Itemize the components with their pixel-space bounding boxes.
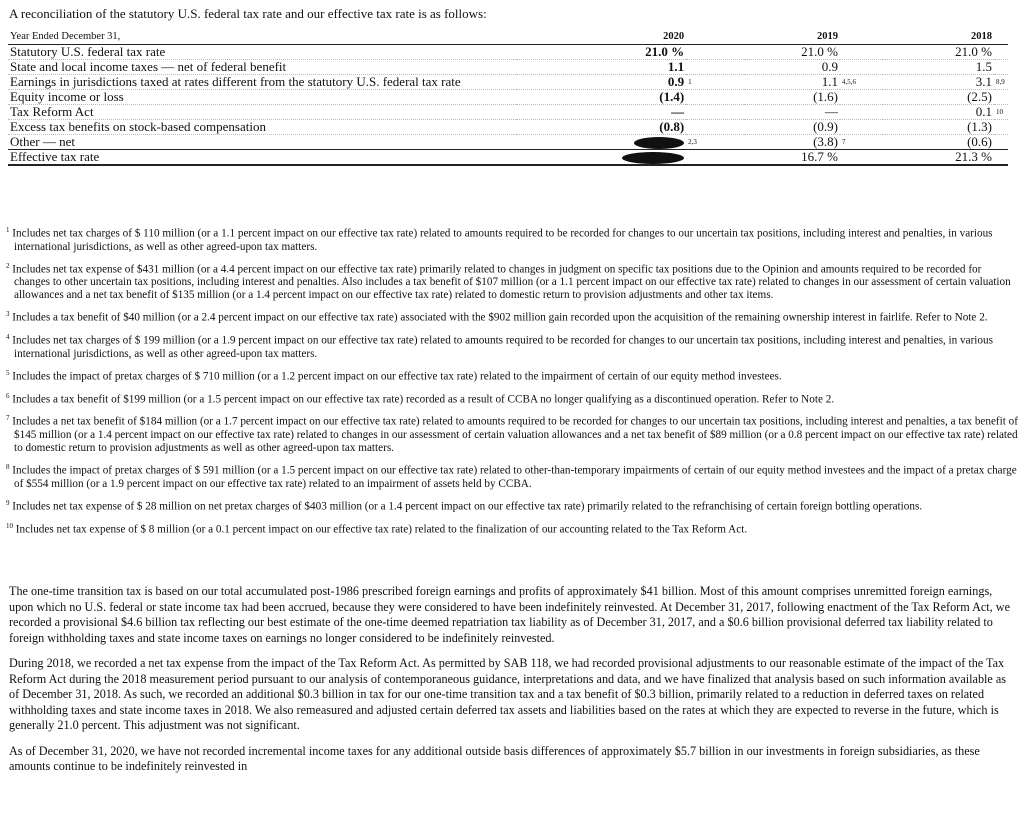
footnote-ref-2020: [686, 150, 743, 166]
row-label: Equity income or loss: [8, 90, 516, 105]
footnote-text: Includes net tax expense of $431 million (or a 4.4 percent impact on our effective tax rate) primarily related to changes in judgment on specific tax positions due to the Opinion and amounts required to be recorded for changes to other uncertain tax positions, including interest and penalties. Also includes a tax benefit of $107 million (or a 1.1 percent impact on our effective tax rate) related to changes in our assessment of certain valuation allowances and a net tax benefit of $135 million (or a 1.4 percent impact on our effective tax rate) related to domestic return to provision adjustments and other tax items.: [12, 263, 1011, 302]
value-2019: (0.9): [744, 120, 840, 135]
footnote-ref-2018: [994, 150, 1008, 166]
value-2020: (1.4): [516, 90, 686, 105]
value-2018: (0.6): [883, 135, 994, 150]
footnote-number: 3: [6, 310, 10, 319]
footnote-ref-2020: 1: [686, 75, 743, 90]
footnote: [6, 224, 1018, 254]
footnote-ref-2018: 8,9: [994, 75, 1008, 90]
paragraph: As of December 31, 2020, we have not recorded incremental income taxes for any additional outside basis differences of approximately $5.7 billion in our investments in foreign subsidiaries, as these amounts continue to be indefinitely reinvested in: [9, 743, 980, 773]
table-row: [8, 45, 1008, 60]
footnote: [6, 260, 1018, 303]
footnote-ref-2019: 4,5,6: [840, 75, 883, 90]
footnote-text: Includes the impact of pretax charges of $ 591 million (or a 1.5 percent impact on our effective tax rate) related to other-than-temporary impairments of certain of our equity method investees and the impact of a pretax charge of $554 million (or a 1.9 percent impact on our effective tax rate) related to an impairment of assets held by CCBA.: [12, 464, 1017, 490]
paragraph: During 2018, we recorded a net tax expense from the impact of the Tax Reform Act. As permitted by SAB 118, we had recorded provisional adjustments to our reasonable estimate of the impact of the Tax Reform Act during the 2018 measurement period pursuant to our analysis of contemporaneous guidance, interpretations and data, and we have finalized that analysis based on such information available as of December 31, 2018. As such, we recorded an additional $0.3 billion in tax for our one-time transition tax and a tax benefit of $0.3 billion, primarily related to a reduction in deferred taxes on related withholding taxes and state income taxes in 2018. We also remeasured and adjusted certain deferred tax assets and liabilities based on the rates at which they are expected to reverse in the future, which is generally 21.0 percent. This adjustment was not significant.: [9, 656, 1007, 732]
footnote-text: Includes a net tax benefit of $184 million (or a 1.7 percent impact on our effective tax rate) related to amounts required to be recorded for changes to our uncertain tax positions, including interest and penalties, a tax benefit of $145 million (or a 1.4 percent impact on our effective tax rate) related to changes in our assessment of certain valuation allowances and a net tax benefit of $89 million (or a 0.8 percent impact on our effective tax rate) related to domestic return to provision adjustments as well as other agreed-upon tax matters.: [12, 416, 1018, 455]
footnote-text: Includes net tax expense of $ 28 million on net pretax charges of $403 million (or a 1.4 percent impact on our effective tax rate) primarily related to the refranchising of certain foreign bottling operations.: [12, 500, 923, 513]
table-row: [8, 120, 1008, 135]
footnote: [6, 497, 1018, 514]
value-2019: (1.6): [744, 90, 840, 105]
footnote-ref-2018: [994, 45, 1008, 60]
table-row: [8, 75, 1008, 90]
value-2019: —: [744, 105, 840, 120]
footnote: [6, 308, 1018, 325]
value-2019: 0.9: [744, 60, 840, 75]
header-label: Year Ended December 31,: [8, 30, 516, 45]
body-paragraphs: [9, 584, 1014, 785]
table-row: [8, 105, 1008, 120]
row-label: Earnings in jurisdictions taxed at rates different from the statutory U.S. federal tax rate: [8, 75, 516, 90]
value-2020-redacted: [516, 150, 686, 166]
value-2020: 21.0 %: [516, 45, 686, 60]
footnote-text: Includes the impact of pretax charges of $ 710 million (or a 1.2 percent impact on our effective tax rate) related to the impairment of certain of our equity method investees.: [12, 370, 782, 383]
value-2018: 0.1: [883, 105, 994, 120]
footnote-ref-2019: [840, 45, 883, 60]
footnote-number: 4: [6, 333, 10, 342]
footnote-text: Includes a tax benefit of $40 million (or a 2.4 percent impact on our effective tax rate) associated with the $902 million gain recorded upon the acquisition of the remaining ownership interest in fairlife. Refer to Note 2.: [12, 312, 988, 325]
row-label: Other — net: [8, 135, 516, 150]
table-row-total: [8, 150, 1008, 166]
row-label: State and local income taxes — net of federal benefit: [8, 60, 516, 75]
intro-text: A reconciliation of the statutory U.S. federal tax rate and our effective tax rate is as follows:: [9, 6, 487, 21]
footnote-ref-2018: 10: [994, 105, 1008, 120]
row-label: Excess tax benefits on stock-based compensation: [8, 120, 516, 135]
footnote-number: 6: [6, 391, 10, 400]
tax-rate-reconciliation-table: [8, 30, 1008, 166]
redaction-mark: [622, 152, 684, 164]
footnote-ref-2018: [994, 60, 1008, 75]
row-label: Effective tax rate: [8, 150, 516, 166]
footnote-number: 1: [6, 226, 10, 234]
footnote-ref-2019: [840, 60, 883, 75]
footnote-ref-2018: [994, 135, 1008, 150]
table-header-row: [8, 30, 1008, 45]
value-2020: (0.8): [516, 120, 686, 135]
footnote: [6, 331, 1018, 361]
value-2018: (2.5): [883, 90, 994, 105]
footnote-ref-2019: [840, 90, 883, 105]
value-2018: 21.3 %: [883, 150, 994, 166]
footnote-ref-2020: [686, 45, 743, 60]
table-row: [8, 60, 1008, 75]
footnote-ref-2019: 7: [840, 135, 883, 150]
footnote: [6, 520, 1018, 537]
footnote-text: Includes net tax charges of $ 199 million (or a 1.9 percent impact on our effective tax rate) related to amounts required to be recorded for changes to our uncertain tax positions, including interest and penalties, in various international jurisdictions, as well as other agreed-upon tax matters.: [12, 334, 993, 360]
value-2020: 1.1: [516, 60, 686, 75]
footnote-ref-2020: [686, 90, 743, 105]
footnote-ref-2018: [994, 90, 1008, 105]
footnote-ref-2019: [840, 150, 883, 166]
footnote-text: Includes net tax expense of $ 8 million (or a 0.1 percent impact on our effective tax rate) related to the finalization of our accounting related to the Tax Reform Act.: [15, 523, 748, 536]
footnote-ref-2018: [994, 120, 1008, 135]
footnote-number: 8: [6, 463, 10, 472]
value-2020-redacted: [516, 135, 686, 150]
footnote-ref-2020: 2,3: [686, 135, 743, 150]
value-2018: 3.1: [883, 75, 994, 90]
footnote: [6, 412, 1018, 455]
footnote-text: Includes net tax charges of $ 110 million (or a 1.1 percent impact on our effective tax rate) related to amounts required to be recorded for changes to our uncertain tax positions, including interest and penalties, in various international jurisdictions, as well as other agreed-upon tax matters.: [12, 227, 993, 253]
value-2018: 1.5: [883, 60, 994, 75]
footnote: [6, 367, 1018, 384]
header-2019: 2019: [744, 30, 840, 45]
value-2019: 1.1: [744, 75, 840, 90]
footnote-number: 10: [6, 521, 13, 530]
footnote-number: 2: [6, 261, 10, 270]
value-2019: 21.0 %: [744, 45, 840, 60]
value-2018: (1.3): [883, 120, 994, 135]
value-2018: 21.0 %: [883, 45, 994, 60]
footnote-number: 7: [6, 414, 10, 423]
value-2019: 16.7 %: [744, 150, 840, 166]
row-label: Tax Reform Act: [8, 105, 516, 120]
redaction-mark: [634, 137, 684, 149]
table-row: [8, 90, 1008, 105]
footnote-ref-2019: [840, 105, 883, 120]
footnote-text: Includes a tax benefit of $199 million (or a 1.5 percent impact on our effective tax rate) recorded as a result of CCBA no longer qualifying as a discontinued operation. Refer to Note 2.: [12, 393, 835, 406]
footnote-ref-2019: [840, 120, 883, 135]
value-2020: 0.9: [516, 75, 686, 90]
header-2020: 2020: [516, 30, 686, 45]
footnote-ref-2020: [686, 105, 743, 120]
footnote-ref-2020: [686, 120, 743, 135]
value-2019: (3.8): [744, 135, 840, 150]
table-row: [8, 135, 1008, 150]
paragraph: The one-time transition tax is based on our total accumulated post-1986 prescribed foreign earnings and profits of approximately $41 billion. Most of this amount comprises unremitted foreign earnings, upon which no U.S. federal or state income tax had been accrued, because they were considered to have been indefinitely reinvested. At December 31, 2017, following enactment of the Tax Reform Act, we recorded a provisional $4.6 billion tax reflecting our best estimate of the one-time deemed repatriation tax liability as of December 31, 2017, and a $0.6 billion provisional deferred tax liability related to foreign withholding taxes and state income taxes on earnings no longer considered to be indefinitely reinvested.: [9, 584, 1010, 645]
footnote: [6, 461, 1018, 491]
footnote-number: 5: [6, 368, 10, 377]
footnotes: [6, 224, 1018, 542]
footnote: [6, 390, 1018, 407]
header-2018: 2018: [883, 30, 994, 45]
value-2020: —: [516, 105, 686, 120]
footnote-ref-2020: [686, 60, 743, 75]
footnote-number: 9: [6, 498, 10, 507]
row-label: Statutory U.S. federal tax rate: [8, 45, 516, 60]
